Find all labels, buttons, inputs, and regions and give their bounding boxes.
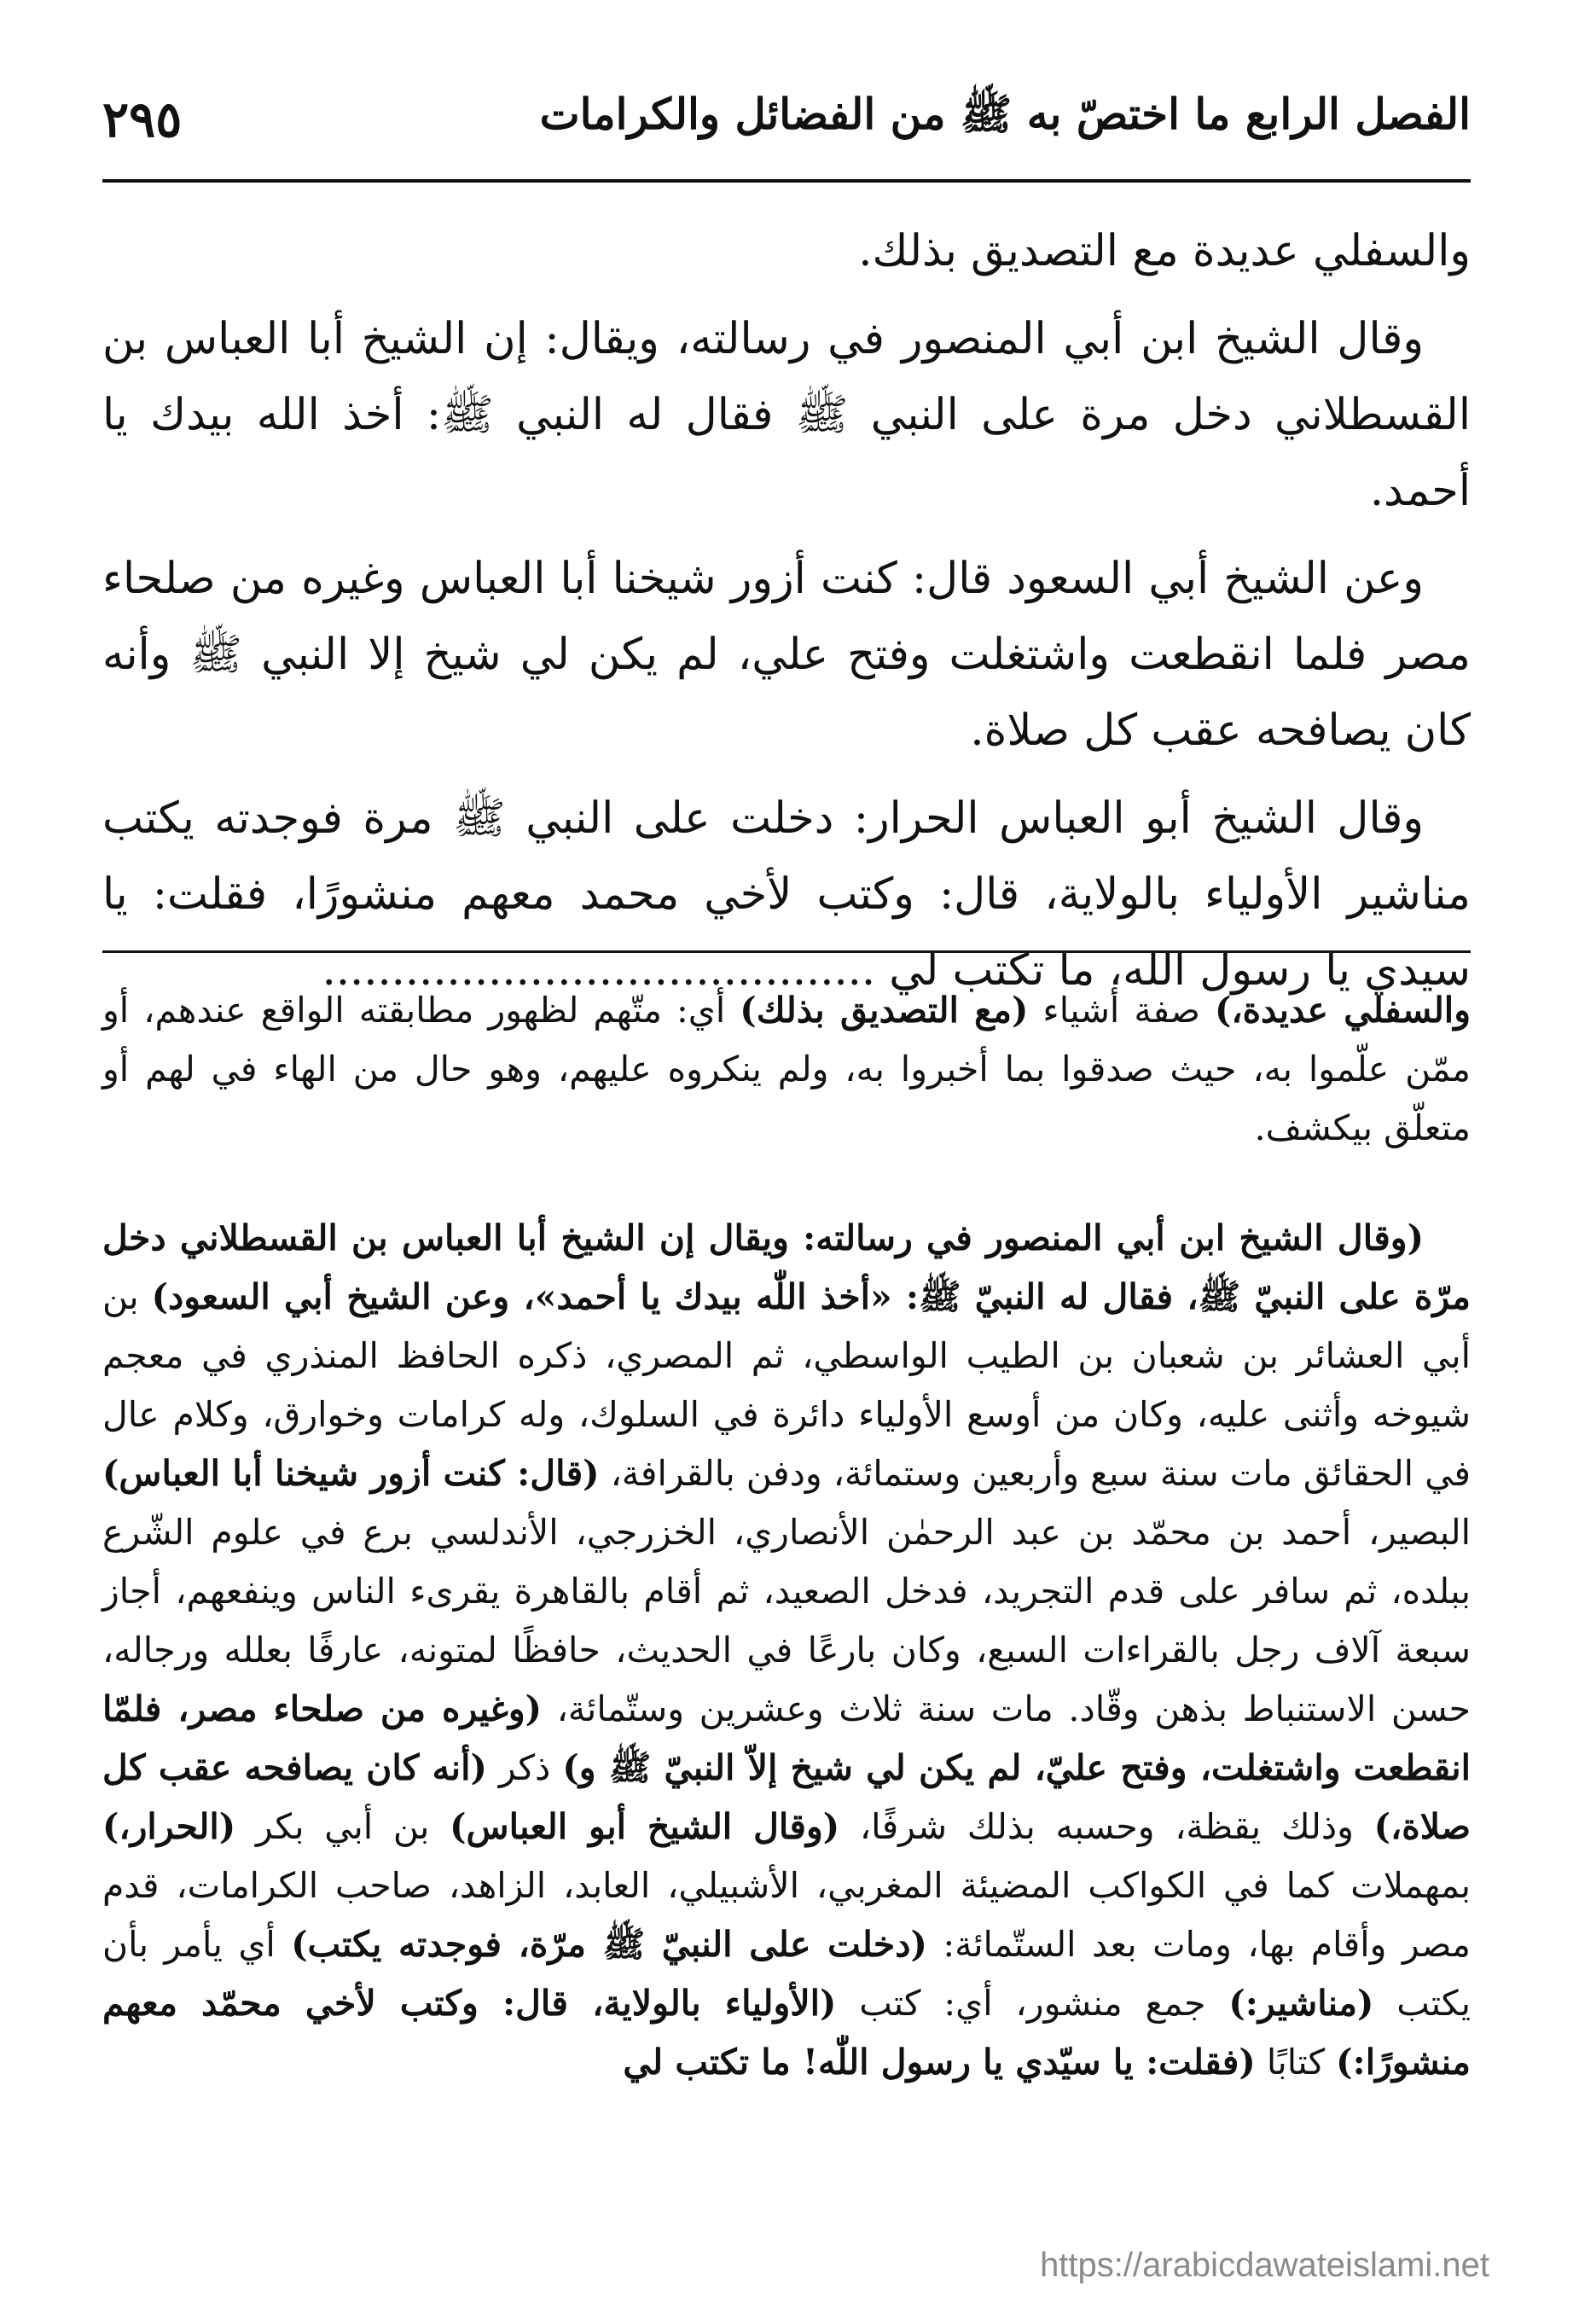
commentary-segment: أي يأمر بأن يكتب (102, 1924, 1471, 2024)
commentary-segment: والسفلي عديدة،) (1214, 990, 1471, 1031)
page-number: ٢٩٥ (102, 90, 183, 148)
main-paragraph: وقال الشيخ أبو العباس الحرار: دخلت على النبي ﷺ مرة فوجدته يكتب مناشير الأولياء بالولاية، قال: وكتب لأخي محمد معهم منشورًا، فقلت: يا سيدي يا رسول الله، ما تكتب لي ........................................ (102, 793, 1471, 996)
commentary-segment: ذكر (486, 1747, 563, 1788)
commentary (102, 981, 1471, 2143)
commentary-segment: أي: متّهم لظهور مطابقته الواقع عندهم، أو ممّن علّموا به، حيث صدقوا بما أخبروا به، ولم ينكروه عليهم، وهو حال من الهاء في لهم أو متعلّق بيكشف. (102, 990, 1471, 1148)
commentary-segment: (أنه كان يصافحه عقب كل صلاة،) (102, 1747, 1471, 1847)
commentary-segment: البصير، أحمد بن محمّد بن عبد الرحمٰن الأنصاري، الخزرجي، الأندلسي برع في علوم الشّرع ببلده، ثم سافر على قدم التجريد، فدخل الصعيد، ثم أقام بالقاهرة يقرىء الناس وينفعهم، أجاز سبعة آلاف رجل بالقراءات السبع، وكان بارعًا في الحديث، حافظًا لمتونه، عارفًا بعلله ورجاله، حسن الاستنباط بذهن وقّاد. مات سنة ثلاث وعشرين وستّمائة، (102, 1512, 1471, 1729)
commentary-segment: (الحرار،) (102, 1806, 236, 1847)
commentary-segment: (وغيره من صلحاء مصر، فلمّا انقطعت واشتغلت، وفتح عليّ، لم يكن لي شيخ إلاّ النبيّ ﷺ و) (102, 1688, 1471, 1788)
commentary-paragraph (102, 1209, 1471, 2092)
commentary-segment: جمع منشور، أي: كتب (836, 1983, 1229, 2024)
page-header (102, 85, 1471, 154)
commentary-segment: (وقال الشيخ ابن أبي المنصور في رسالته: ويقال إن الشيخ أبا العباس بن القسطلاني دخل مرّة على النبيّ ﷺ، فقال له النبيّ ﷺ: «أخذ اللّٰه بيدك يا أحمد»، وعن الشيخ أبي السعود) (102, 1217, 1471, 1317)
commentary-segment: كتابًا (1255, 2042, 1337, 2083)
main-paragraph: وعن الشيخ أبي السعود قال: كنت أزور شيخنا أبا العباس وغيره من صلحاء مصر فلما انقطعت واشتغلت وفتح علي، لم يكن لي شيخ إلا النبي ﷺ وأنه كان يصافحه عقب كل صلاة. (102, 554, 1471, 756)
commentary-segment: (مع التصديق بذلك) (740, 990, 1029, 1031)
commentary-segment: (قال: كنت أزور شيخنا أبا العباس) (102, 1453, 600, 1494)
commentary-segment: بمهملات كما في الكواكب المضيئة المغربي، الأشبيلي، العابد، الزاهد، صاحب الكرامات، قدم مصر وأقام بها، ومات بعد الستّمائة: (102, 1865, 1471, 1965)
footnote-rule (102, 950, 1471, 953)
commentary-segment: بن أبي العشائر بن شعبان بن الطيب الواسطي، ثم المصري، ذكره الحافظ المنذري في معجم شيوخه وأثنى عليه، وكان من أوسع الأولياء دائرة في السلوك، وله كرامات وخوارق، وكلام عال في الحقائق مات سنة سبع وأربعين وستمائة، ودفن بالقرافة، (102, 1276, 1471, 1494)
source-watermark: https://arabicdawateislami.net (1040, 2246, 1489, 2284)
commentary-segment: (فقلت: يا سيّدي يا رسول اللّٰه! ما تكتب لي (623, 2042, 1256, 2083)
main-text (102, 213, 1471, 1020)
commentary-segment: (دخلت على النبيّ ﷺ مرّة، فوجدته يكتب) (291, 1924, 927, 1965)
header-rule (102, 179, 1471, 183)
commentary-segment: (الأولياء بالولاية، قال: وكتب لأخي محمّد معهم منشورًا:) (102, 1983, 1471, 2083)
commentary-segment: (مناشير:) (1228, 1983, 1374, 2024)
commentary-segment: بن أبي بكر (235, 1806, 450, 1847)
commentary-segment: (وقال الشيخ أبو العباس) (450, 1806, 840, 1847)
commentary-segment: وذلك يقظة، وحسبه بذلك شرفًا، (839, 1806, 1374, 1847)
commentary-paragraph (102, 981, 1471, 1158)
commentary-segment: صفة أشياء (1028, 990, 1215, 1031)
main-paragraph: وقال الشيخ ابن أبي المنصور في رسالته، ويقال: إن الشيخ أبا العباس بن القسطلاني دخل مرة على النبي ﷺ فقال له النبي ﷺ: أخذ الله بيدك يا أحمد. (102, 314, 1471, 516)
main-paragraph: والسفلي عديدة مع التصديق بذلك. (858, 226, 1471, 276)
chapter-title: الفصل الرابع ما اختصّ به ﷺ من الفضائل والكرامات (539, 89, 1471, 139)
